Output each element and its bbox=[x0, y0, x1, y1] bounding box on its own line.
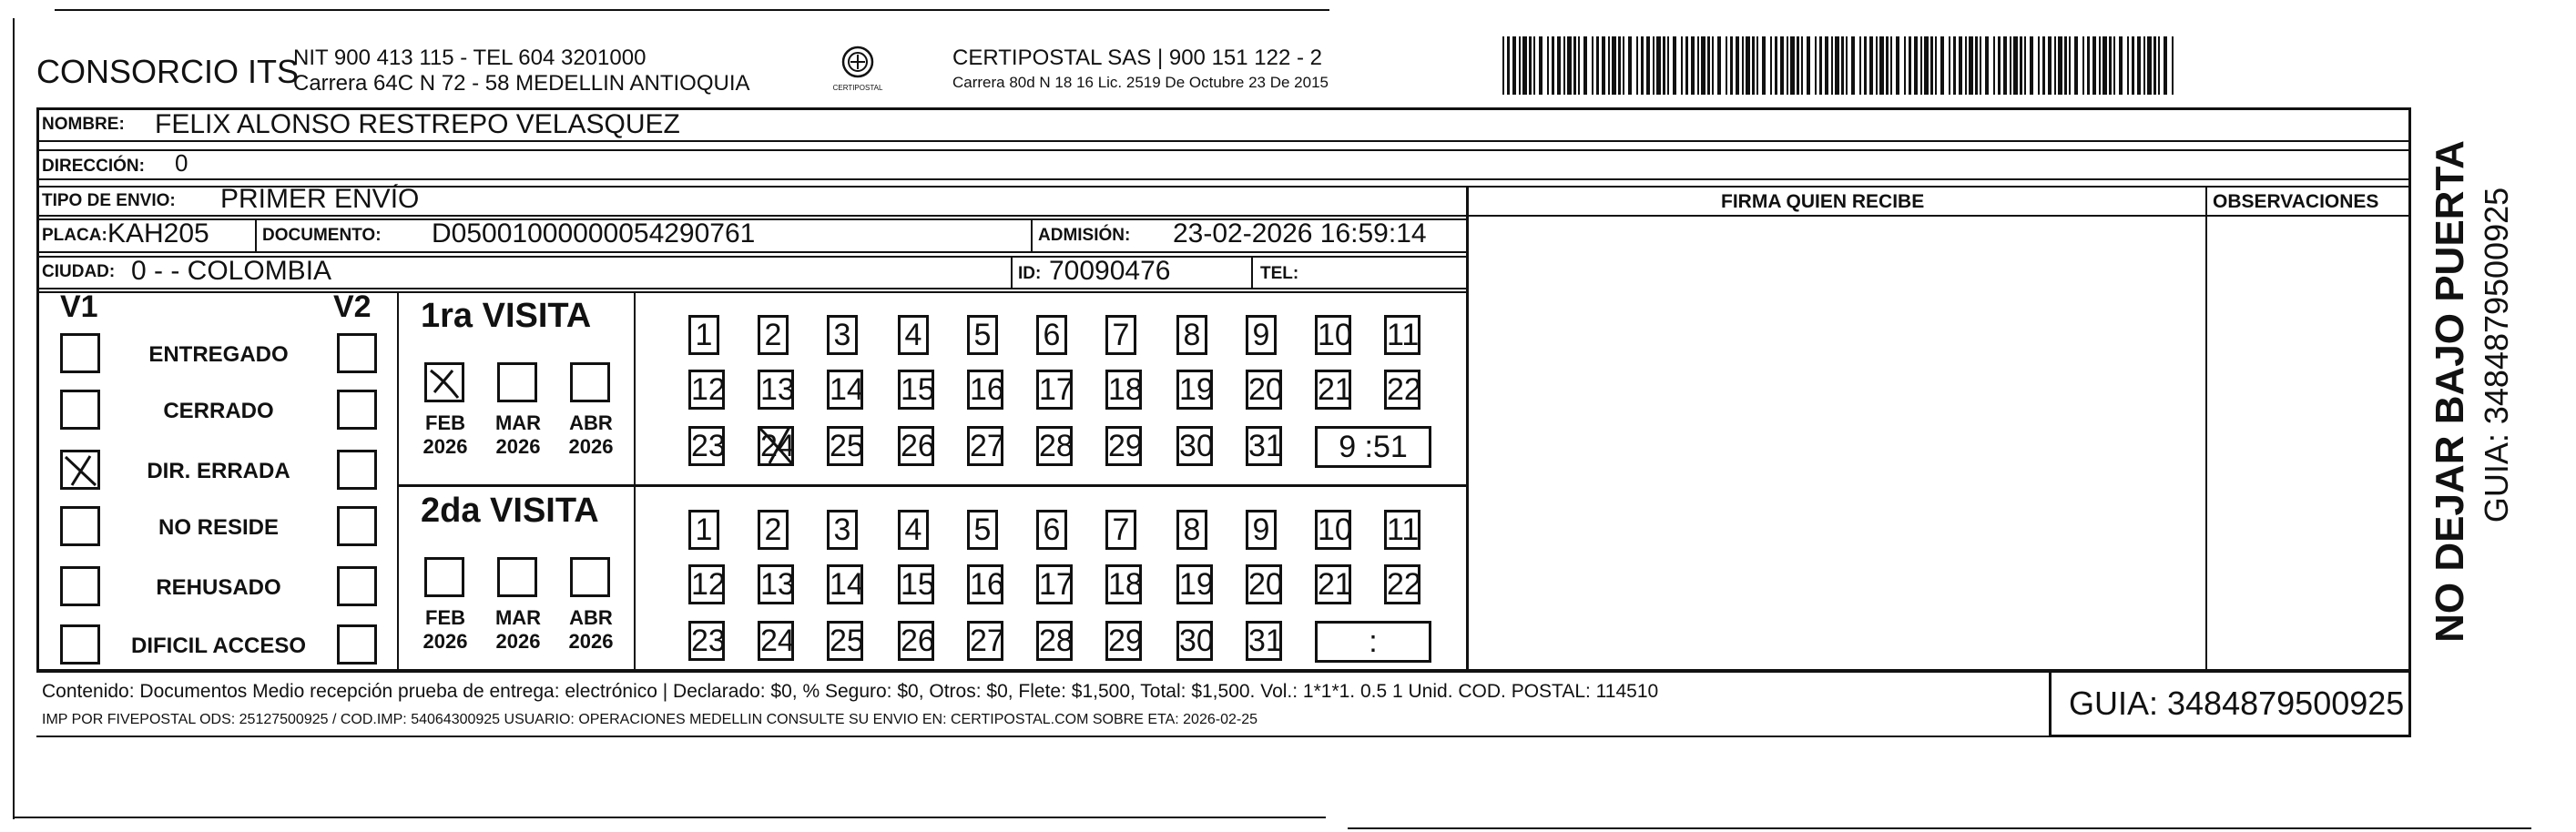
v1-checkbox[interactable] bbox=[60, 390, 100, 430]
id-value: 70090476 bbox=[1049, 256, 1171, 286]
barcode-bar bbox=[1896, 36, 1899, 95]
barcode-bar bbox=[1998, 36, 2001, 95]
row-line bbox=[36, 178, 2411, 180]
day-box[interactable]: 31 bbox=[1246, 426, 1282, 466]
barcode-bar bbox=[2030, 36, 2033, 95]
barcode-bar bbox=[1653, 36, 1655, 95]
month-label bbox=[486, 411, 550, 459]
barcode-bar bbox=[1646, 36, 1650, 95]
barcode-bar bbox=[1736, 36, 1739, 95]
day-box[interactable]: 20 bbox=[1246, 370, 1282, 410]
status-option-label: DIR. ERRADA bbox=[147, 459, 290, 483]
day-box[interactable]: 29 bbox=[1105, 426, 1142, 466]
v2-checkbox[interactable] bbox=[337, 333, 377, 373]
barcode-bar bbox=[1563, 36, 1565, 95]
logo-text: CERTIPOSTAL bbox=[832, 84, 883, 92]
day-box[interactable]: 24 bbox=[758, 426, 794, 466]
documento-label: DOCUMENTO: bbox=[262, 226, 382, 245]
barcode-bar bbox=[1775, 36, 1777, 95]
v1-label: V1 bbox=[60, 289, 98, 324]
row-line bbox=[36, 251, 1466, 253]
barcode-bar bbox=[1851, 36, 1855, 95]
day-box[interactable]: 17 bbox=[1036, 370, 1073, 410]
barcode-bar bbox=[1573, 36, 1576, 95]
barcode-bar bbox=[1756, 36, 1758, 95]
barcode-bar bbox=[2153, 36, 2156, 95]
barcode-bar bbox=[2010, 36, 2011, 95]
day-box[interactable]: 4 bbox=[898, 510, 929, 550]
day-box[interactable]: 16 bbox=[967, 564, 1003, 604]
barcode-bar bbox=[1864, 36, 1867, 95]
barcode-bar bbox=[1522, 36, 1527, 95]
barcode-bar bbox=[1993, 36, 1995, 95]
barcode-bar bbox=[2048, 36, 2052, 95]
v1-checkbox[interactable] bbox=[60, 566, 100, 606]
v2-checkbox[interactable] bbox=[337, 566, 377, 606]
row-line bbox=[36, 291, 1466, 293]
footer-impresion: IMP POR FIVEPOSTAL ODS: 25127500925 / COD.IMP: 54064300925 USUARIO: OPERACIONES MEDELLIN CONSULTE SU ENVIO EN: CERTIPOSTAL.COM SOBRE ETA: 2026-02-25 bbox=[42, 712, 1257, 727]
v1-checkbox[interactable] bbox=[60, 450, 100, 490]
footer-contenido: Contenido: Documentos Medio recepción prueba de entrega: electrónico | Declarado: $0, % Seguro: $0, Otros: $0, Flete: $1,500, Total: $1,500. Vol.: 1*1*1. 0.5 1 Unid. COD. POSTAL: 114510 bbox=[42, 681, 1659, 702]
barcode-bar bbox=[1636, 36, 1638, 95]
barcode-bar bbox=[1628, 36, 1632, 95]
barcode-bar bbox=[1886, 36, 1889, 95]
day-box[interactable]: 28 bbox=[1036, 426, 1073, 466]
certipostal-logo bbox=[832, 42, 883, 98]
barcode-bar bbox=[2087, 36, 2090, 95]
day-box[interactable]: 19 bbox=[1176, 370, 1213, 410]
barcode-bar bbox=[1841, 36, 1844, 95]
barcode-bar bbox=[1641, 36, 1644, 95]
bottom-scan-line bbox=[15, 817, 1326, 818]
barcode-bar bbox=[1890, 36, 1892, 95]
barcode-bar bbox=[1656, 36, 1661, 95]
day-box[interactable]: 5 bbox=[967, 510, 998, 550]
status-option-label: REHUSADO bbox=[156, 575, 281, 600]
visit-time-field[interactable]: : bbox=[1315, 621, 1431, 663]
barcode-bar bbox=[2020, 36, 2022, 95]
barcode-bar bbox=[2074, 36, 2078, 95]
month-year: 2026 bbox=[495, 435, 541, 458]
barcode-bar bbox=[1770, 36, 1772, 95]
day-box[interactable]: 13 bbox=[758, 564, 794, 604]
barcode-bar bbox=[1519, 36, 1521, 95]
barcode-bar bbox=[1953, 36, 1956, 95]
barcode-bar bbox=[2113, 36, 2115, 95]
day-box[interactable]: 18 bbox=[1105, 564, 1142, 604]
day-box[interactable]: 8 bbox=[1176, 315, 1207, 355]
nombre-value: FELIX ALONSO RESTREPO VELASQUEZ bbox=[155, 109, 680, 139]
barcode-bar bbox=[1790, 36, 1795, 95]
placa-label: PLACA: bbox=[42, 226, 107, 245]
check-mark-icon bbox=[63, 452, 99, 489]
observaciones-area[interactable] bbox=[2207, 217, 2409, 670]
barcode-bar bbox=[1780, 36, 1784, 95]
month-label bbox=[559, 411, 623, 459]
barcode-bar bbox=[1980, 36, 1981, 95]
month-name: ABR bbox=[569, 411, 613, 434]
day-box[interactable]: 25 bbox=[827, 426, 863, 466]
barcode-bar bbox=[1701, 36, 1705, 95]
direccion-value: 0 bbox=[175, 149, 188, 177]
direccion-label: DIRECCIÓN: bbox=[42, 157, 145, 176]
day-box[interactable]: 23 bbox=[688, 426, 725, 466]
barcode-bar bbox=[1940, 36, 1944, 95]
sender-nit-tel: NIT 900 413 115 - TEL 604 3201000 bbox=[293, 46, 647, 70]
day-box[interactable]: 26 bbox=[898, 621, 934, 661]
visit-time-field[interactable]: 9 :51 bbox=[1315, 426, 1431, 468]
barcode-bar bbox=[1612, 36, 1616, 95]
barcode-bar bbox=[1846, 36, 1848, 95]
barcode-bar bbox=[1507, 36, 1510, 95]
barcode-bar bbox=[1935, 36, 1937, 95]
barcode-bar bbox=[2069, 36, 2071, 95]
barcode-bar bbox=[2127, 36, 2129, 95]
status-option-label: NO RESIDE bbox=[158, 515, 280, 540]
footer-bottom-line bbox=[36, 736, 2049, 737]
tel-label: TEL: bbox=[1260, 264, 1299, 283]
v2-checkbox[interactable] bbox=[337, 506, 377, 546]
col-line bbox=[1031, 218, 1033, 253]
barcode-bar bbox=[1618, 36, 1621, 95]
barcode-bar bbox=[1985, 36, 1989, 95]
barcode-bar bbox=[2003, 36, 2007, 95]
barcode-bar bbox=[1969, 36, 1973, 95]
month-checkbox[interactable] bbox=[424, 362, 464, 402]
tipo-envio-label: TIPO DE ENVIO: bbox=[42, 191, 176, 210]
barcode-bar bbox=[1876, 36, 1878, 95]
month-name: MAR bbox=[494, 606, 542, 629]
day-box[interactable]: 14 bbox=[827, 370, 863, 410]
month-name: FEB bbox=[425, 606, 465, 629]
barcode-bar bbox=[2058, 36, 2062, 95]
barcode-bar bbox=[1552, 36, 1554, 95]
barcode-bar bbox=[2042, 36, 2045, 95]
day-box[interactable]: 8 bbox=[1176, 510, 1207, 550]
month-year: 2026 bbox=[423, 435, 468, 458]
day-box[interactable]: 7 bbox=[1105, 510, 1136, 550]
top-scan-line bbox=[55, 9, 1329, 11]
v2-label: V2 bbox=[333, 289, 372, 324]
barcode-bar bbox=[2054, 36, 2056, 95]
admision-value: 23-02-2026 16:59:14 bbox=[1173, 218, 1427, 249]
left-scan-edge bbox=[13, 18, 15, 819]
day-box[interactable]: 25 bbox=[827, 621, 863, 661]
v2-checkbox[interactable] bbox=[337, 450, 377, 490]
side-warning-text: NO DEJAR BAJO PUERTA bbox=[2428, 140, 2472, 643]
v2-checkbox[interactable] bbox=[337, 390, 377, 430]
carrier-name: CERTIPOSTAL SAS | 900 151 122 - 2 bbox=[952, 46, 1322, 70]
barcode-bar bbox=[1752, 36, 1755, 95]
v2-checkbox[interactable] bbox=[337, 624, 377, 665]
barcode-bar bbox=[1914, 36, 1918, 95]
day-box[interactable]: 14 bbox=[827, 564, 863, 604]
month-name: MAR bbox=[494, 411, 542, 434]
barcode-bar bbox=[1924, 36, 1929, 95]
barcode-bar bbox=[2038, 36, 2040, 95]
barcode-bar bbox=[1904, 36, 1906, 95]
month-year: 2026 bbox=[495, 630, 541, 653]
status-option-label: ENTREGADO bbox=[148, 342, 289, 367]
day-box[interactable]: 19 bbox=[1176, 564, 1213, 604]
month-label bbox=[413, 411, 477, 459]
barcode-bar bbox=[1730, 36, 1733, 95]
day-box[interactable]: 31 bbox=[1246, 621, 1282, 661]
col-line bbox=[634, 291, 636, 670]
barcode-bar bbox=[1909, 36, 1911, 95]
day-box[interactable]: 15 bbox=[898, 370, 934, 410]
barcode-bar bbox=[2064, 36, 2067, 95]
barcode-bar bbox=[1697, 36, 1699, 95]
observaciones-label: OBSERVACIONES bbox=[2213, 191, 2379, 212]
sender-address: Carrera 64C N 72 - 58 MEDELLIN ANTIOQUIA bbox=[293, 71, 750, 96]
visit-divider bbox=[397, 484, 1468, 487]
day-box[interactable]: 16 bbox=[967, 370, 1003, 410]
day-box[interactable]: 15 bbox=[898, 564, 934, 604]
barcode-bar bbox=[1859, 36, 1861, 95]
barcode-bar bbox=[1835, 36, 1839, 95]
barcode-bar bbox=[1557, 36, 1561, 95]
day-box[interactable]: 21 bbox=[1315, 564, 1351, 604]
admision-label: ADMISIÓN: bbox=[1038, 226, 1131, 245]
barcode-bar bbox=[2082, 36, 2084, 95]
barcode-bar bbox=[1726, 36, 1727, 95]
day-box[interactable]: 23 bbox=[688, 621, 725, 661]
day-box[interactable]: 24 bbox=[758, 621, 794, 661]
row-line bbox=[36, 140, 2411, 142]
barcode-bar bbox=[1529, 36, 1532, 95]
barcode-bar bbox=[1717, 36, 1721, 95]
barcode-bar bbox=[1815, 36, 1817, 95]
day-box[interactable]: 12 bbox=[688, 564, 725, 604]
day-box[interactable]: 7 bbox=[1105, 315, 1136, 355]
day-box[interactable]: 10 bbox=[1315, 510, 1351, 550]
day-box[interactable]: 22 bbox=[1384, 370, 1420, 410]
barcode-bar bbox=[1673, 36, 1676, 95]
barcode-bar bbox=[1975, 36, 1978, 95]
documento-value: D05001000000054290761 bbox=[432, 218, 756, 249]
barcode-bar bbox=[1583, 36, 1587, 95]
barcode-bar bbox=[1512, 36, 1516, 95]
month-checkbox[interactable] bbox=[424, 557, 464, 597]
barcode-bar bbox=[2024, 36, 2026, 95]
firma-label: FIRMA QUIEN RECIBE bbox=[1721, 191, 1925, 212]
day-box[interactable]: 20 bbox=[1246, 564, 1282, 604]
day-box[interactable]: 2 bbox=[758, 510, 789, 550]
barcode-bar bbox=[1533, 36, 1535, 95]
visit-title: 2da VISITA bbox=[421, 492, 599, 530]
barcode-bar bbox=[2092, 36, 2096, 95]
barcode-bar bbox=[1920, 36, 1922, 95]
barcode-bar bbox=[2143, 36, 2145, 95]
barcode-bar bbox=[1930, 36, 1933, 95]
barcode-bar bbox=[2119, 36, 2123, 95]
barcode-bar bbox=[1602, 36, 1605, 95]
barcode-bar bbox=[1691, 36, 1695, 95]
barcode-bar bbox=[1608, 36, 1610, 95]
side-guia bbox=[2469, 137, 2524, 646]
barcode-bar bbox=[2158, 36, 2160, 95]
placa-value: KAH205 bbox=[107, 218, 209, 249]
footer-guia: GUIA: 3484879500925 bbox=[2069, 685, 2405, 722]
month-checkbox[interactable] bbox=[497, 557, 537, 597]
day-box[interactable]: 1 bbox=[688, 315, 719, 355]
day-box[interactable]: 27 bbox=[967, 621, 1003, 661]
day-box[interactable]: 9 bbox=[1246, 510, 1277, 550]
day-box[interactable]: 10 bbox=[1315, 315, 1351, 355]
ciudad-value: 0 - - COLOMBIA bbox=[131, 256, 332, 286]
check-mark-icon bbox=[427, 365, 463, 401]
barcode-bar bbox=[1746, 36, 1750, 95]
day-box[interactable]: 28 bbox=[1036, 621, 1073, 661]
day-box[interactable]: 9 bbox=[1246, 315, 1277, 355]
day-box[interactable]: 3 bbox=[827, 315, 858, 355]
barcode-bar bbox=[2132, 36, 2134, 95]
barcode-bar bbox=[1742, 36, 1744, 95]
month-label bbox=[486, 606, 550, 654]
month-label bbox=[413, 606, 477, 654]
col-line bbox=[255, 218, 257, 253]
side-guia-text: GUIA: 3484879500925 bbox=[2478, 187, 2515, 523]
barcode-bar bbox=[1681, 36, 1683, 95]
tipo-envio-value: PRIMER ENVÍO bbox=[220, 184, 420, 214]
ciudad-label: CIUDAD: bbox=[42, 262, 116, 281]
day-box[interactable]: 2 bbox=[758, 315, 789, 355]
sender-name: CONSORCIO ITS bbox=[36, 53, 300, 90]
barcode-bar bbox=[1502, 36, 1504, 95]
month-name: ABR bbox=[569, 606, 613, 629]
visit-title: 1ra VISITA bbox=[421, 297, 592, 335]
barcode-bar bbox=[2013, 36, 2018, 95]
day-box[interactable]: 6 bbox=[1036, 315, 1067, 355]
bottom-scan-line-right bbox=[1348, 827, 2531, 829]
barcode-bar bbox=[2147, 36, 2152, 95]
barcode-bar bbox=[1819, 36, 1822, 95]
day-box[interactable]: 5 bbox=[967, 315, 998, 355]
barcode-bar bbox=[1949, 36, 1950, 95]
barcode-bar bbox=[1965, 36, 1967, 95]
day-box[interactable]: 26 bbox=[898, 426, 934, 466]
month-checkbox[interactable] bbox=[497, 362, 537, 402]
barcode-bar bbox=[1807, 36, 1810, 95]
status-option-label: CERRADO bbox=[163, 399, 274, 423]
barcode-bar bbox=[2137, 36, 2141, 95]
v1-checkbox[interactable] bbox=[60, 333, 100, 373]
month-name: FEB bbox=[425, 411, 465, 434]
day-box[interactable]: 21 bbox=[1315, 370, 1351, 410]
barcode-bar bbox=[1685, 36, 1688, 95]
status-option-label: DIFICIL ACCESO bbox=[130, 634, 306, 658]
id-label: ID: bbox=[1018, 264, 1042, 283]
col-line bbox=[1251, 256, 1253, 289]
barcode-bar bbox=[1667, 36, 1669, 95]
barcode-bar bbox=[1623, 36, 1624, 95]
col-line bbox=[397, 291, 399, 670]
barcode-bar bbox=[2109, 36, 2112, 95]
barcode-bar bbox=[1592, 36, 1593, 95]
day-box[interactable]: 6 bbox=[1036, 510, 1067, 550]
month-year: 2026 bbox=[423, 630, 468, 653]
day-box[interactable]: 30 bbox=[1176, 621, 1213, 661]
barcode-bar bbox=[1762, 36, 1766, 95]
barcode-bar bbox=[1539, 36, 1543, 95]
month-year: 2026 bbox=[568, 630, 614, 653]
barcode-bar bbox=[1787, 36, 1788, 95]
day-box[interactable]: 29 bbox=[1105, 621, 1142, 661]
day-check-mark-icon bbox=[757, 423, 799, 469]
day-box[interactable]: 11 bbox=[1384, 315, 1420, 355]
day-box[interactable]: 3 bbox=[827, 510, 858, 550]
barcode-bar bbox=[1547, 36, 1549, 95]
month-checkbox[interactable] bbox=[570, 557, 610, 597]
barcode-bar bbox=[1567, 36, 1572, 95]
barcode-bar bbox=[2172, 36, 2174, 95]
day-box[interactable]: 18 bbox=[1105, 370, 1142, 410]
barcode bbox=[1502, 36, 2182, 95]
nombre-label: NOMBRE: bbox=[42, 115, 125, 134]
day-box[interactable]: 17 bbox=[1036, 564, 1073, 604]
col-line bbox=[1011, 256, 1013, 289]
barcode-bar bbox=[2164, 36, 2167, 95]
barcode-bar bbox=[1825, 36, 1828, 95]
day-box[interactable]: 30 bbox=[1176, 426, 1213, 466]
day-box[interactable]: 4 bbox=[898, 315, 929, 355]
barcode-bar bbox=[1712, 36, 1714, 95]
barcode-bar bbox=[1879, 36, 1884, 95]
v1-checkbox[interactable] bbox=[60, 506, 100, 546]
day-box[interactable]: 27 bbox=[967, 426, 1003, 466]
barcode-bar bbox=[1801, 36, 1803, 95]
barcode-bar bbox=[1831, 36, 1833, 95]
day-box[interactable]: 22 bbox=[1384, 564, 1420, 604]
barcode-bar bbox=[2099, 36, 2101, 95]
month-checkbox[interactable] bbox=[570, 362, 610, 402]
barcode-bar bbox=[2103, 36, 2107, 95]
month-year: 2026 bbox=[568, 435, 614, 458]
barcode-bar bbox=[1797, 36, 1799, 95]
day-box[interactable]: 12 bbox=[688, 370, 725, 410]
signature-area[interactable] bbox=[1469, 217, 2204, 670]
month-label bbox=[559, 606, 623, 654]
day-box[interactable]: 11 bbox=[1384, 510, 1420, 550]
barcode-bar bbox=[1869, 36, 1873, 95]
day-box[interactable]: 13 bbox=[758, 370, 794, 410]
barcode-bar bbox=[1707, 36, 1710, 95]
barcode-bar bbox=[1663, 36, 1665, 95]
barcode-bar bbox=[1578, 36, 1580, 95]
carrier-address: Carrera 80d N 18 16 Lic. 2519 De Octubre 23 De 2015 bbox=[952, 74, 1329, 91]
barcode-bar bbox=[1596, 36, 1599, 95]
row-line bbox=[36, 149, 2411, 151]
barcode-bar bbox=[1959, 36, 1962, 95]
v1-checkbox[interactable] bbox=[60, 624, 100, 665]
day-box[interactable]: 1 bbox=[688, 510, 719, 550]
